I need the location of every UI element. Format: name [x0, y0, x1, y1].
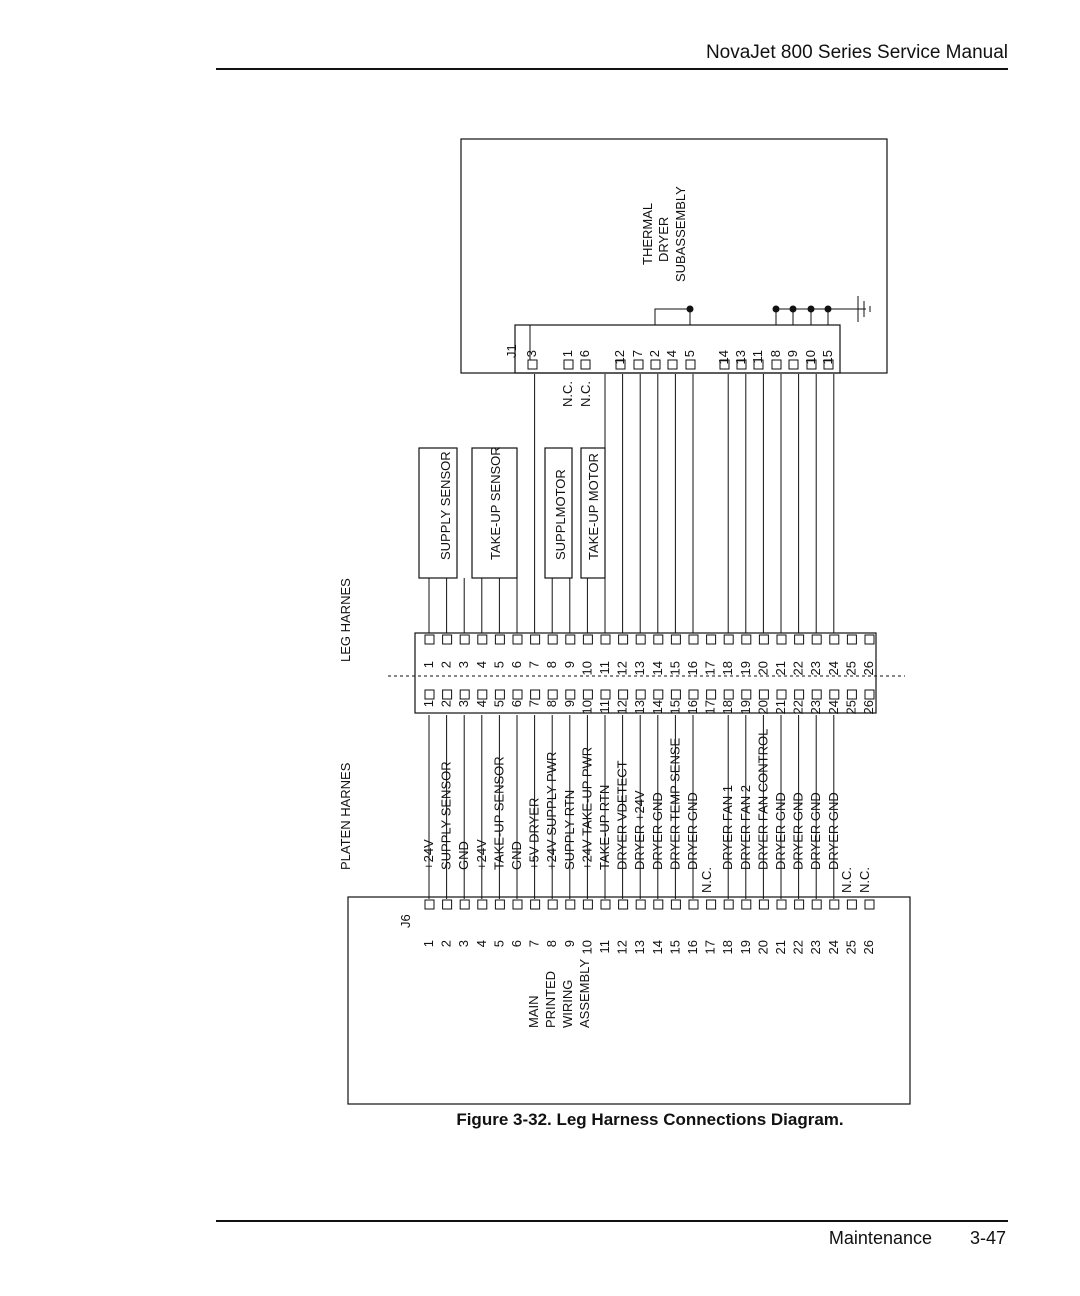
harness-pin — [724, 690, 733, 699]
harness-pin — [795, 690, 804, 699]
harness-pin-number-bottom: 11 — [597, 700, 612, 714]
j1-pin — [564, 360, 573, 369]
harness-pin — [689, 635, 698, 644]
harness-pin — [724, 635, 733, 644]
harness-pin-number-bottom: 21 — [773, 700, 788, 715]
harness-pin-number-bottom: 1 — [421, 700, 436, 708]
harness-pin — [495, 635, 504, 644]
j1-pin-number: 12 — [612, 350, 627, 365]
j6-pin — [707, 900, 716, 909]
harness-pin — [460, 690, 469, 699]
j1-pin-number: 1 — [560, 350, 575, 358]
j1-pin-number: 15 — [820, 350, 835, 365]
harness-pin-number-bottom: 15 — [667, 700, 683, 715]
harness-pin-number-top: 23 — [808, 661, 824, 676]
main-assembly-label-line: WIRING — [560, 979, 575, 1028]
j6-pin — [795, 900, 804, 909]
harness-pin — [759, 690, 768, 699]
harness-pin-number-bottom: 16 — [685, 700, 700, 715]
main-assembly-label-line: PRINTED — [543, 970, 558, 1028]
harness-pin — [478, 635, 487, 644]
j1-nc-label: N.C. — [560, 381, 575, 407]
harness-pin — [601, 690, 610, 699]
sensor-box-label: TAKE-UP MOTOR — [586, 453, 601, 560]
platen-harness-label: PLATEN HARNES — [338, 762, 353, 870]
harness-pin — [601, 635, 610, 644]
platen-signal-label: TAKE-UP RTN — [597, 784, 612, 870]
harness-pin — [759, 635, 768, 644]
harness-pin-number-bottom: 14 — [649, 700, 665, 715]
j1-pin-number: 10 — [803, 350, 818, 365]
harness-pin — [425, 690, 434, 699]
harness-pin-number-top: 10 — [579, 661, 595, 676]
j6-pin-number: 10 — [579, 940, 595, 955]
harness-pin-number-bottom: 2 — [438, 700, 454, 708]
ground-bus — [776, 309, 866, 325]
j6-pin — [583, 900, 592, 909]
harness-pin-number-top: 14 — [649, 661, 665, 676]
harness-pin — [636, 690, 645, 699]
harness-pin-number-top: 4 — [473, 661, 489, 669]
j6-pin-number: 25 — [843, 940, 859, 955]
j1-pin-number: 14 — [716, 350, 731, 365]
harness-pin-number-bottom: 4 — [473, 700, 489, 708]
j6-pin-number: 23 — [808, 940, 824, 955]
j1-pin-number: 2 — [647, 350, 662, 358]
j6-pin — [478, 900, 487, 909]
harness-pin — [443, 690, 452, 699]
harness-pin — [619, 635, 628, 644]
platen-signal-label: DRYER FAN 2 — [737, 784, 753, 870]
harness-pin-number-top: 19 — [737, 661, 753, 676]
harness-pin-number-top: 20 — [755, 661, 771, 676]
junction-dot — [790, 306, 797, 313]
harness-pin-number-top: 2 — [438, 661, 454, 669]
j6-nc-label: N.C. — [699, 867, 714, 893]
platen-signal-label: SUPPLY SENSOR — [438, 761, 454, 870]
harness-pin — [671, 690, 680, 699]
platen-signal-label: DRYER GND — [790, 792, 806, 870]
j1-pin-number: 5 — [682, 350, 697, 358]
harness-pin-number-top: 1 — [421, 661, 436, 669]
platen-signal-label: GND — [509, 841, 524, 870]
j6-pin — [425, 900, 434, 909]
j6-pin-number: 11 — [597, 940, 612, 954]
harness-pin — [583, 690, 592, 699]
main-assembly-label-line: ASSEMBLY — [577, 958, 592, 1028]
dryer-label-line: SUBASSEMBLY — [673, 186, 688, 282]
j6-pin-number: 13 — [632, 940, 648, 955]
j6-pin-number: 18 — [720, 940, 736, 955]
harness-pin-number-bottom: 23 — [808, 700, 824, 715]
j6-pin-number: 8 — [544, 940, 560, 948]
j6-pin — [443, 900, 452, 909]
j6-pin-number: 21 — [773, 940, 788, 955]
page-header-title: NovaJet 800 Series Service Manual — [705, 42, 1008, 63]
harness-pin-number-bottom: 8 — [544, 700, 560, 708]
j6-pin-number: 9 — [561, 940, 577, 948]
footer-section: Maintenance — [828, 1228, 932, 1248]
j6-pin — [513, 900, 522, 909]
j1-pin-number: 11 — [750, 350, 765, 364]
j1-pin — [668, 360, 677, 369]
j1-pin — [651, 360, 660, 369]
harness-pin — [847, 635, 856, 644]
j1-pin-number: 4 — [664, 350, 679, 358]
platen-signal-label: DRYER GND — [825, 792, 841, 870]
harness-pin-number-top: 3 — [456, 661, 472, 669]
footer-page-number: 3-47 — [969, 1228, 1006, 1248]
platen-signal-label: DRYER GND — [808, 792, 824, 870]
harness-pin-number-bottom: 19 — [737, 700, 753, 715]
harness-pin-number-top: 8 — [544, 661, 560, 669]
harness-pin — [636, 635, 645, 644]
harness-pin-number-bottom: 17 — [702, 700, 718, 715]
harness-pin-number-top: 26 — [861, 661, 876, 676]
dryer-internal-wire — [655, 309, 690, 325]
harness-pin-number-top: 21 — [773, 661, 788, 676]
platen-signal-label: DRYER FAN 1 — [720, 784, 736, 870]
harness-pin-number-bottom: 6 — [509, 700, 524, 708]
junction-dot — [773, 306, 780, 313]
j1-pin-number: 9 — [785, 350, 800, 358]
harness-pin — [478, 690, 487, 699]
harness-pin-number-bottom: 5 — [491, 700, 507, 708]
harness-pin — [548, 690, 557, 699]
harness-pin — [443, 635, 452, 644]
harness-pin-number-top: 11 — [597, 661, 612, 675]
footer-rule — [216, 1220, 1008, 1222]
platen-signal-label: DRYER FAN CONTROL — [755, 728, 771, 870]
harness-pin — [795, 635, 804, 644]
j1-pin — [528, 360, 537, 369]
harness-pin — [654, 635, 663, 644]
harness-pin — [689, 690, 698, 699]
junction-dot — [808, 306, 815, 313]
dryer-label-line: THERMAL — [640, 202, 655, 265]
sensor-box-label: SUPPLY SENSOR — [438, 451, 453, 560]
harness-pin-number-top: 7 — [526, 661, 542, 669]
j6-pin-number: 5 — [491, 940, 507, 948]
harness-pin-number-bottom: 12 — [614, 700, 630, 715]
platen-signal-label: +24V SUPPLY PWR — [544, 751, 560, 870]
harness-pin — [707, 690, 716, 699]
harness-pin-number-top: 25 — [843, 661, 859, 676]
harness-pin-number-bottom: 22 — [790, 700, 806, 715]
j6-pin — [601, 900, 610, 909]
j6-pin — [777, 900, 786, 909]
j6-pin-number: 4 — [473, 940, 489, 948]
j6-pin — [724, 900, 733, 909]
j1-pin — [789, 360, 798, 369]
j6-pin-number: 3 — [456, 940, 472, 948]
j6-pin — [636, 900, 645, 909]
j6-pin-number: 7 — [526, 940, 542, 948]
harness-pin-number-bottom: 26 — [861, 700, 876, 715]
harness-pin-number-top: 13 — [632, 661, 648, 676]
main-wiring-assembly-box — [348, 897, 910, 1104]
j6-pin-number: 17 — [702, 940, 718, 955]
harness-pin — [812, 690, 821, 699]
j6-pin-number: 2 — [438, 940, 454, 948]
j6-pin — [619, 900, 628, 909]
j6-pin-number: 1 — [421, 940, 436, 948]
harness-pin — [583, 635, 592, 644]
j6-pin — [812, 900, 821, 909]
j6-pin — [654, 900, 663, 909]
harness-pin-number-top: 15 — [667, 661, 683, 676]
harness-pin — [548, 635, 557, 644]
platen-signal-label: +24V — [421, 839, 436, 870]
harness-pin — [742, 690, 751, 699]
platen-signal-label: DRYER +24V — [632, 790, 648, 870]
platen-signal-label: +24V — [473, 839, 489, 870]
j1-pin-number: 8 — [768, 350, 783, 358]
j6-pin — [495, 900, 504, 909]
j6-pin-number: 6 — [509, 940, 524, 948]
harness-pin — [812, 635, 821, 644]
j6-pin — [742, 900, 751, 909]
harness-pin — [654, 690, 663, 699]
j6-pin-number: 12 — [614, 940, 630, 955]
j6-pin — [830, 900, 839, 909]
figure-caption: Figure 3-32. Leg Harness Connections Diagram. — [456, 1110, 844, 1129]
j6-pin — [531, 900, 540, 909]
j1-pin — [772, 360, 781, 369]
j6-nc-label: N.C. — [839, 867, 854, 893]
j6-pin-number: 26 — [861, 940, 876, 955]
harness-pin — [513, 635, 522, 644]
harness-pin — [777, 635, 786, 644]
j6-label: J6 — [398, 914, 413, 928]
j6-pin-number: 14 — [649, 940, 665, 955]
harness-pin — [742, 635, 751, 644]
harness-pin — [531, 635, 540, 644]
j1-pin-number: 6 — [577, 350, 592, 358]
j6-pin-number: 15 — [667, 940, 683, 955]
j6-pin — [460, 900, 469, 909]
harness-pin — [830, 635, 839, 644]
platen-signal-label: TAKE-UP SENSOR — [491, 756, 507, 870]
harness-pin — [460, 635, 469, 644]
platen-signal-label: +24V TAKE-UP PWR — [579, 746, 595, 870]
harness-pin — [671, 635, 680, 644]
platen-signal-label: DRYER GND — [773, 792, 788, 870]
harness-pin — [531, 690, 540, 699]
harness-pin — [865, 690, 874, 699]
j6-nc-label: N.C. — [857, 867, 872, 893]
harness-pin-number-top: 18 — [720, 661, 736, 676]
harness-pin — [495, 690, 504, 699]
harness-pin-number-bottom: 20 — [755, 700, 771, 715]
harness-pin — [707, 635, 716, 644]
j6-pin — [847, 900, 856, 909]
harness-pin-number-bottom: 24 — [825, 700, 841, 715]
harness-pin — [830, 690, 839, 699]
dryer-label-line: DRYER — [656, 216, 671, 262]
harness-pin-number-top: 22 — [790, 661, 806, 676]
platen-signal-label: +5V DRYER — [526, 797, 542, 870]
j1-pin-number: 13 — [733, 350, 748, 365]
j6-pin — [865, 900, 874, 909]
j6-pin — [566, 900, 575, 909]
main-assembly-label-line: MAIN — [526, 995, 541, 1028]
harness-pin-number-top: 16 — [685, 661, 700, 676]
harness-pin — [619, 690, 628, 699]
platen-signal-label: DRYER VDETECT — [614, 760, 630, 870]
platen-signal-label: DRYER GND — [685, 792, 700, 870]
j1-pin — [581, 360, 590, 369]
junction-dot — [687, 306, 694, 313]
j6-pin — [759, 900, 768, 909]
platen-signal-label: DRYER GND — [649, 792, 665, 870]
harness-pin-number-bottom: 7 — [526, 700, 542, 708]
j1-pin — [686, 360, 695, 369]
platen-signal-label: SUPPLY RTN — [561, 789, 577, 870]
harness-pin-number-top: 9 — [561, 661, 577, 669]
j6-pin-number: 19 — [737, 940, 753, 955]
harness-pin — [566, 690, 575, 699]
j6-pin — [689, 900, 698, 909]
j1-pin-number: 7 — [630, 350, 645, 358]
harness-pin-number-bottom: 10 — [579, 700, 595, 715]
harness-pin-number-bottom: 18 — [720, 700, 736, 715]
harness-pin-number-bottom: 25 — [843, 700, 859, 715]
harness-pin-number-bottom: 3 — [456, 700, 472, 708]
harness-pin — [513, 690, 522, 699]
j6-pin-number: 24 — [825, 940, 841, 955]
harness-pin-number-top: 24 — [825, 661, 841, 676]
platen-signal-label: GND — [456, 841, 472, 870]
j1-pin — [634, 360, 643, 369]
harness-pin-number-top: 6 — [509, 661, 524, 669]
harness-pin-number-bottom: 13 — [632, 700, 648, 715]
harness-pin-number-top: 17 — [702, 661, 718, 676]
j6-pin-number: 20 — [755, 940, 771, 955]
harness-pin — [847, 690, 856, 699]
leg-harness-label: LEG HARNES — [338, 578, 353, 662]
junction-dot — [825, 306, 832, 313]
harness-pin — [777, 690, 786, 699]
j6-pin — [671, 900, 680, 909]
j6-pin-number: 16 — [685, 940, 700, 955]
j1-label: J1 — [504, 344, 519, 358]
harness-pin-number-top: 5 — [491, 661, 507, 669]
harness-pin-number-top: 12 — [614, 661, 630, 676]
j1-nc-label: N.C. — [578, 381, 593, 407]
j6-pin-number: 22 — [790, 940, 806, 955]
j1-pin-number: 3 — [524, 350, 539, 358]
sensor-box-label: SUPPLMOTOR — [553, 469, 568, 560]
harness-pin-number-bottom: 9 — [561, 700, 577, 708]
harness-pin — [566, 635, 575, 644]
sensor-box-label: TAKE-UP SENSOR — [488, 446, 503, 560]
harness-pin — [865, 635, 874, 644]
platen-signal-label: DRYER TEMP SENSE — [667, 737, 683, 870]
harness-pin — [425, 635, 434, 644]
j6-pin — [548, 900, 557, 909]
